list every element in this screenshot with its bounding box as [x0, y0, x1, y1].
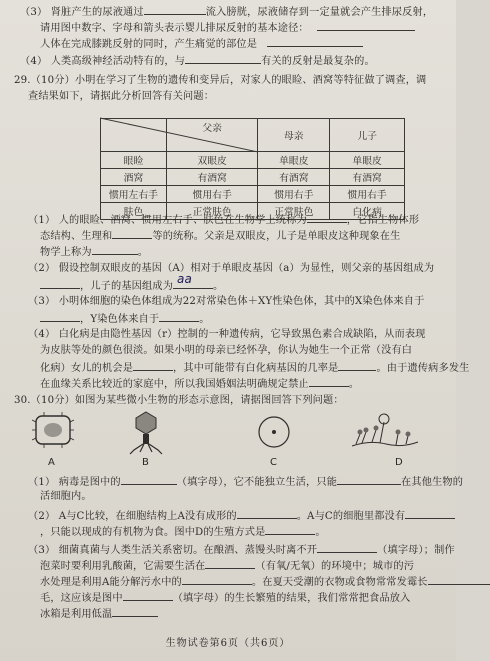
q29-1-line2: 态结构、生理和 等的统称。父亲是双眼皮，儿子是单眼皮这种现象在生	[40, 228, 400, 243]
q30-3-line2: 泡菜时要利用乳酸菌，它需要生活在 （有氧/无氧）的环境中；城市的污	[40, 558, 414, 573]
q29-intro-line1: 29.（10分）小明在学习了生物的遗传和变异后，对家人的眼睑、酒窝等特征做了调查，调	[14, 75, 427, 86]
answer-blank	[317, 20, 415, 31]
organism-d-figure	[350, 410, 420, 454]
q30-3-line1: （3） 细菌真菌与人类生活关系密切。在酿酒、蒸馒头时离不开 （填字母）；制作	[28, 542, 455, 557]
table-row: 惯用左右手 惯用右手 惯用右手 惯用右手	[101, 186, 405, 203]
answer-blank	[205, 558, 255, 569]
q30-2-line1: （2） A与C比较，在细胞结构上A没有成形的 。A与C的细胞里都没有	[28, 508, 455, 523]
q29-1-line3: 物学上称为 。	[40, 244, 148, 259]
q29-4-line4: 在血缘关系比较近的家庭中，所以我国婚姻法明确规定禁止 。	[40, 376, 359, 391]
q30-3-line3: 水处理是利用A能分解污水中的 。在夏天受潮的衣物或食物常常发霉长	[40, 574, 490, 589]
answer-blank	[121, 474, 177, 485]
answer-blank	[405, 508, 455, 519]
answer-blank	[265, 524, 315, 535]
answer-blank	[159, 311, 199, 322]
q29-1-line1: （1） 人的眼睑、酒窝、惯用左右手、肤色在生物学上统称为 ，它指生物体形	[28, 212, 419, 227]
q29-2-line1: （2） 假设控制双眼皮的基因（A）相对于单眼皮基因（a）为显性，则父亲的基因组成为	[28, 263, 435, 274]
answer-blank	[267, 36, 363, 47]
q29-4-line2: 为皮肤等处的颜色很淡。如果小明的母亲已经怀孕，你认为她生一个正常（没有白	[40, 345, 413, 356]
answer-blank	[173, 272, 213, 289]
table-row: 酒窝 有酒窝 有酒窝 有酒窝	[101, 169, 405, 186]
q28-3-line2: 请用图中数字、字母和箭头表示婴儿排尿反射的基本途径：	[40, 20, 415, 35]
answer-blank	[182, 574, 252, 585]
organism-a-figure	[30, 412, 76, 452]
header-son: 儿子	[330, 119, 405, 152]
answer-blank	[309, 376, 349, 387]
table-row: 眼睑 双眼皮 单眼皮 单眼皮	[101, 152, 405, 169]
answer-blank	[307, 212, 347, 223]
q29-3-line2: ，Y染色体来自于 。	[40, 311, 210, 326]
header-spacer	[166, 135, 257, 152]
answer-blank	[92, 244, 138, 255]
handwritten-answer: aa	[177, 272, 193, 286]
q29-4-line1: （4） 白化病是由隐性基因（r）控制的一种遗传病，它导致黑色素合成缺陷，从而表现	[28, 329, 426, 340]
label-b: B	[142, 457, 149, 468]
q28-3-line1: （3） 肾脏产生的尿液通过 流入膀胱，尿液储存到一定量就会产生排尿反射，	[20, 4, 433, 19]
answer-blank	[237, 508, 297, 519]
q30-1-line2: 活细胞内。	[40, 491, 92, 502]
q30-intro: 30.（10分）如图为某些微小生物的形态示意图，请据图回答下列问题：	[14, 395, 344, 406]
header-mother: 母亲	[258, 119, 330, 152]
family-traits-table	[100, 118, 405, 220]
answer-blank	[40, 278, 80, 289]
q30-3-line4: 毛，这应该是图中 （填字母）的生长繁殖的结果，我们常常把食品放入	[40, 590, 410, 605]
q30-3-line5: 冰箱是利用低温	[40, 606, 158, 621]
q28-4-line: （4） 人类高级神经活动特有的，与 有关的反射是最复杂的。	[20, 53, 375, 68]
answer-blank	[112, 606, 158, 617]
label-a: A	[48, 457, 55, 468]
label-d: D	[395, 457, 403, 468]
page-footer: 生物试卷第6页（共6页）	[165, 638, 291, 649]
answer-blank	[317, 542, 377, 553]
table-corner	[101, 119, 167, 152]
header-father: 父亲	[166, 119, 257, 136]
answer-blank	[112, 228, 152, 239]
answer-blank	[144, 4, 206, 15]
q29-intro-line2: 查结果如下，请据此分析回答有关问题：	[28, 91, 215, 102]
answer-blank	[428, 574, 490, 585]
organism-c-figure	[256, 414, 292, 450]
q28-3-line3: 人体在完成膝跳反射的同时，产生痛觉的部位是	[40, 36, 363, 51]
answer-blank	[133, 360, 173, 371]
answer-blank	[123, 590, 173, 601]
organism-b-figure	[126, 410, 166, 454]
q30-2-line2: ，只能以现成的有机物为食。图中D的生殖方式是 。	[40, 524, 326, 539]
label-c: C	[270, 457, 277, 468]
q29-2-line2: ，儿子的基因组成为 aa 。	[40, 278, 223, 293]
q30-1-line1: （1） 病毒是图中的 （填字母），它不能独立生活，只能 在其他生物的	[28, 474, 463, 489]
q29-3-line1: （3） 小明体细胞的染色体组成为22对常染色体＋XY性染色体，其中的X染色体来自于	[28, 296, 425, 307]
answer-blank	[185, 53, 261, 64]
answer-blank	[337, 474, 401, 485]
q29-4-line3: 化病）女儿的机会是 ，其中可能带有白化病基因的几率是 。由于遗传病多发生	[40, 360, 470, 375]
answer-blank	[40, 311, 80, 322]
table-row: 肤色 正常肤色 正常肤色 白化病	[101, 203, 405, 220]
answer-blank	[338, 360, 376, 371]
